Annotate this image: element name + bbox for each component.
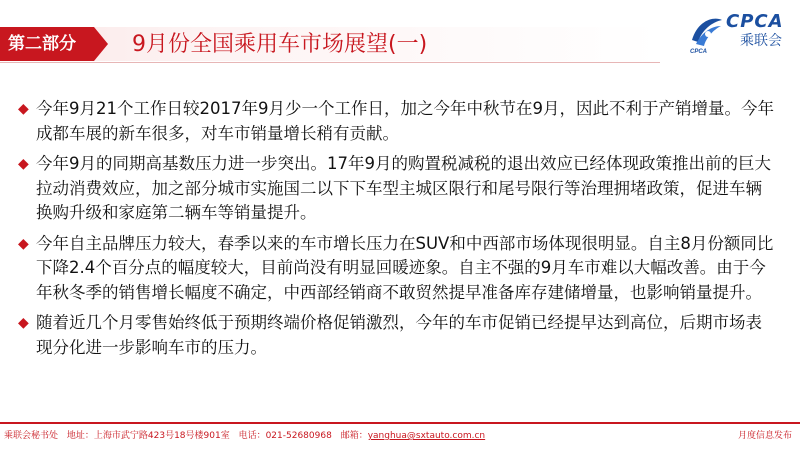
footer-org: 乘联会秘书处 xyxy=(4,431,59,441)
footer-address: 地址：上海市武宁路423号18号楼901室 xyxy=(66,431,230,441)
cpca-emblem-icon xyxy=(688,10,724,54)
bullet-item xyxy=(18,152,778,226)
footer-contact xyxy=(4,429,491,443)
bullet-text: 今年9月21个工作日较2017年9月少一个工作日，加之今年中秋节在9月，因此不利于产销增量。今年成都车展的新车很多，对车市销量增长稍有贡献。 xyxy=(36,99,774,143)
diamond-bullet-icon: ◆ xyxy=(18,235,29,252)
footer-phone: 电话：021-52680968 xyxy=(238,431,332,441)
bullet-text: 随着近几个月零售始终低于预期终端价格促销激烈，今年的车市促销已经提早达到高位，后期市场表现分化进一步影响车市的压力。 xyxy=(36,313,762,357)
bullet-list xyxy=(18,97,778,366)
section-label: 第二部分 xyxy=(8,34,76,54)
bullet-text: 今年自主品牌压力较大，春季以来的车市增长压力在SUV和中西部市场体现很明显。自主8月份额同比下降2.4个百分点的幅度较大，目前尚没有明显回暖迹象。自主不强的9月车市难以大幅改善。由于今年秋冬季的销售增长幅度不确定，中西部经销商不敢贸然提早准备库存建储增量，也影响销量提升。 xyxy=(36,233,774,302)
page-title: 9月份全国乘用车市场展望(一) xyxy=(132,32,428,57)
diamond-bullet-icon: ◆ xyxy=(18,315,29,331)
footer-email-link[interactable]: yanghua@sxtauto.com.cn xyxy=(367,431,486,441)
footer-email-label: 邮箱： xyxy=(340,431,368,441)
emblem-text: CPCA xyxy=(690,49,708,54)
bullet-item xyxy=(18,232,778,306)
logo-text: CPCA xyxy=(726,11,784,32)
bullet-item xyxy=(18,97,778,146)
bullet-item xyxy=(18,311,778,360)
cpca-logo xyxy=(688,10,794,54)
footer-publication-label: 月度信息发布 xyxy=(737,431,792,441)
header-divider xyxy=(0,62,660,63)
footer-divider xyxy=(0,422,800,424)
diamond-bullet-icon: ◆ xyxy=(18,101,29,117)
bullet-text: 今年9月的同期高基数压力进一步突出。17年9月的购置税减税的退出效应已经体现政策推出前的巨大拉动消费效应，加之部分城市实施国二以下下车型主城区限行和尾号限行等治理拥堵政策，促进车辆换购升级和家庭第二辆车等销量提升。 xyxy=(36,154,771,222)
diamond-bullet-icon: ◆ xyxy=(18,156,29,172)
logo-subtext: 乘联会 xyxy=(740,33,782,49)
